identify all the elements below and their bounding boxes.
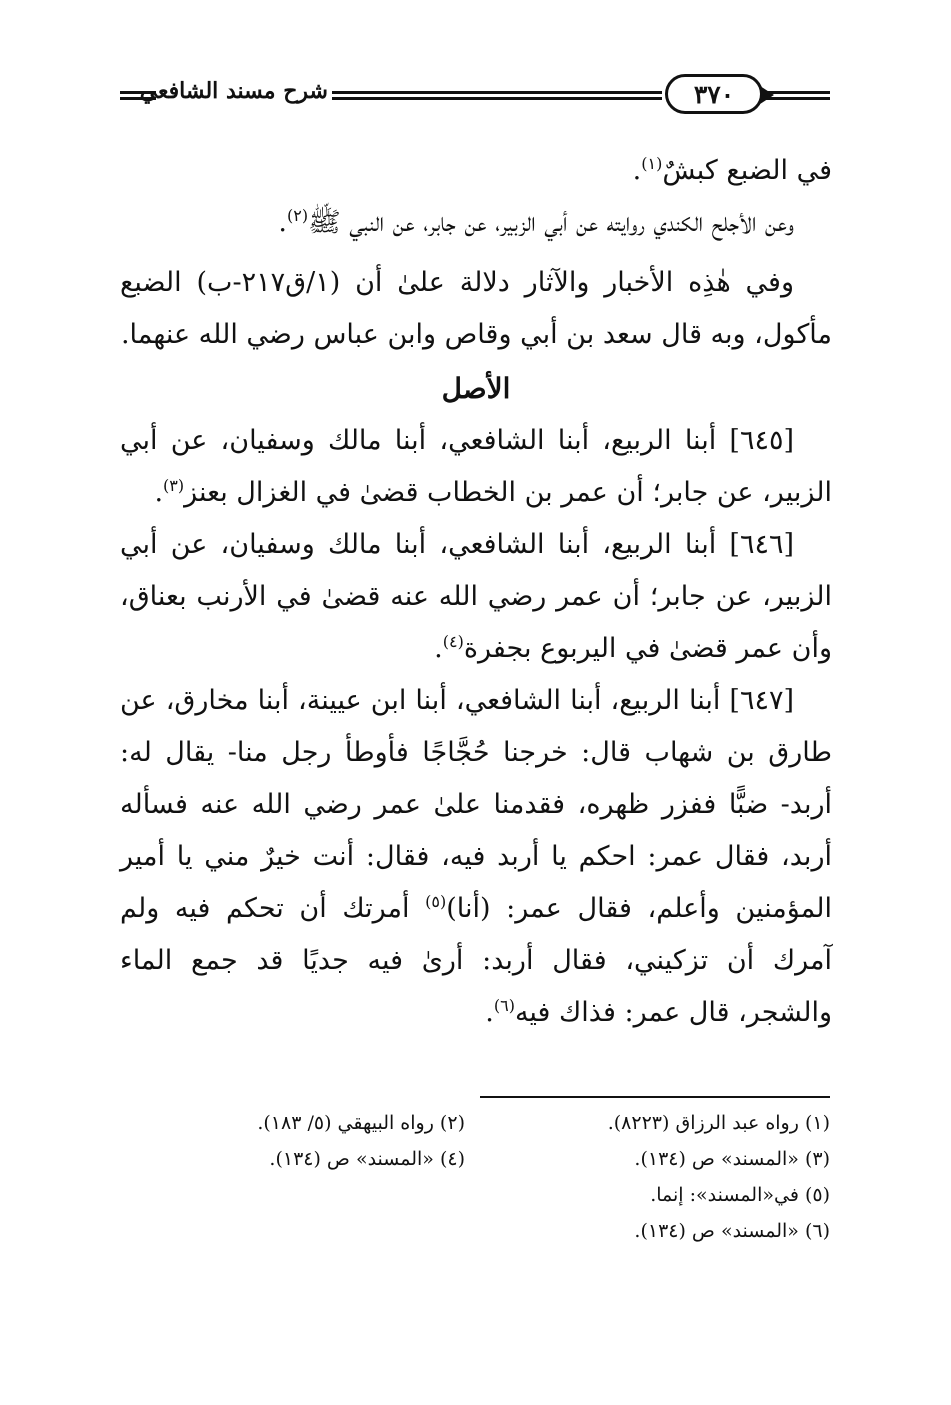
paragraph: وفي هٰذِه الأخبار والآثار دلالة علىٰ أن (١/ق٢١٧-ب) الضبع مأكول، وبه قال سعد بن أبي وقاص وابن عباس رضي الله عنهما. (120, 267, 832, 350)
hadith-645: [٦٤٥] أبنا الربيع، أبنا الشافعي، أبنا مالك وسفيان، عن أبي الزبير، عن جابر؛ أن عمر بن الخطاب قضىٰ في الغزال بعنز$^{(٣)}$. (120, 425, 832, 508)
footnote-ref: (٣) (163, 476, 185, 495)
footnote-ref: (١) (641, 154, 663, 173)
footnote-separator (480, 1096, 830, 1098)
section-heading: الأصل (441, 372, 511, 405)
footnote-2: (٢) رواه البيهقي (٥/ ١٨٣). (257, 1112, 465, 1134)
footnote-ref: (٤) (442, 632, 464, 651)
footnote-6: (٦) «المسند» ص (١٣٤). (634, 1220, 830, 1242)
page-header (120, 72, 830, 120)
hadith-647: [٦٤٧] أبنا الربيع، أبنا الشافعي، أبنا ابن عيينة، أبنا مخارق، عن طارق بن شهاب قال: خرجنا حُجَّاجًا فأوطأ رجل منا- يقال له: أربد- ضبًّا ففزر ظهره، فقدمنا علىٰ عمر رضي الله عنه فسأله أربد، فقال عمر: احكم يا أربد فيه، فقال: أنت خيرٌ مني يا أمير المؤمنين وأعلم، فقال عمر: (أنا)$^{(٥)}$ أمرتك أن تحكم فيه ولم آمرك أن تزكيني، فقال أربد: أرىٰ فيه جديًا قد جمع الماء والشجر، قال عمر: فذاك فيه$^{(٦)}$. (120, 685, 832, 1028)
footnote-ref: (٢) (286, 206, 309, 225)
footnote-5: (٥) في«المسند»: إنما. (650, 1184, 830, 1206)
paragraph: وعن الأجلح الكندي روايته عن أبي الزبير، عن جابر، عن النبي ﷺ$^{(٢)}$. (278, 206, 794, 238)
header-rule-middle (332, 91, 662, 100)
hadith-646: [٦٤٦] أبنا الربيع، أبنا الشافعي، أبنا مالك وسفيان، عن أبي الزبير، عن جابر؛ أن عمر رضي الله عنه قضىٰ في الأرنب بعناق، وأن عمر قضىٰ في اليربوع بجفرة$^{(٤)}$. (120, 529, 832, 664)
main-text (120, 145, 832, 1039)
footnote-3: (٣) «المسند» ص (١٣٤). (634, 1148, 830, 1170)
footnote-ref: (٥) (425, 892, 447, 911)
footnote-1: (١) رواه عبد الرزاق (٨٢٢٣). (607, 1112, 830, 1134)
page-number: ٣٧٠ (665, 74, 763, 114)
book-title: شرح مسند الشافعي (139, 78, 328, 104)
footnotes (190, 1108, 830, 1268)
footnote-4: (٤) «المسند» ص (١٣٤). (269, 1148, 465, 1170)
header-rule-right (765, 91, 830, 100)
paragraph: في الضبع كبشٌ$^{(١)}$. (632, 154, 832, 186)
footnote-ref: (٦) (493, 996, 515, 1015)
